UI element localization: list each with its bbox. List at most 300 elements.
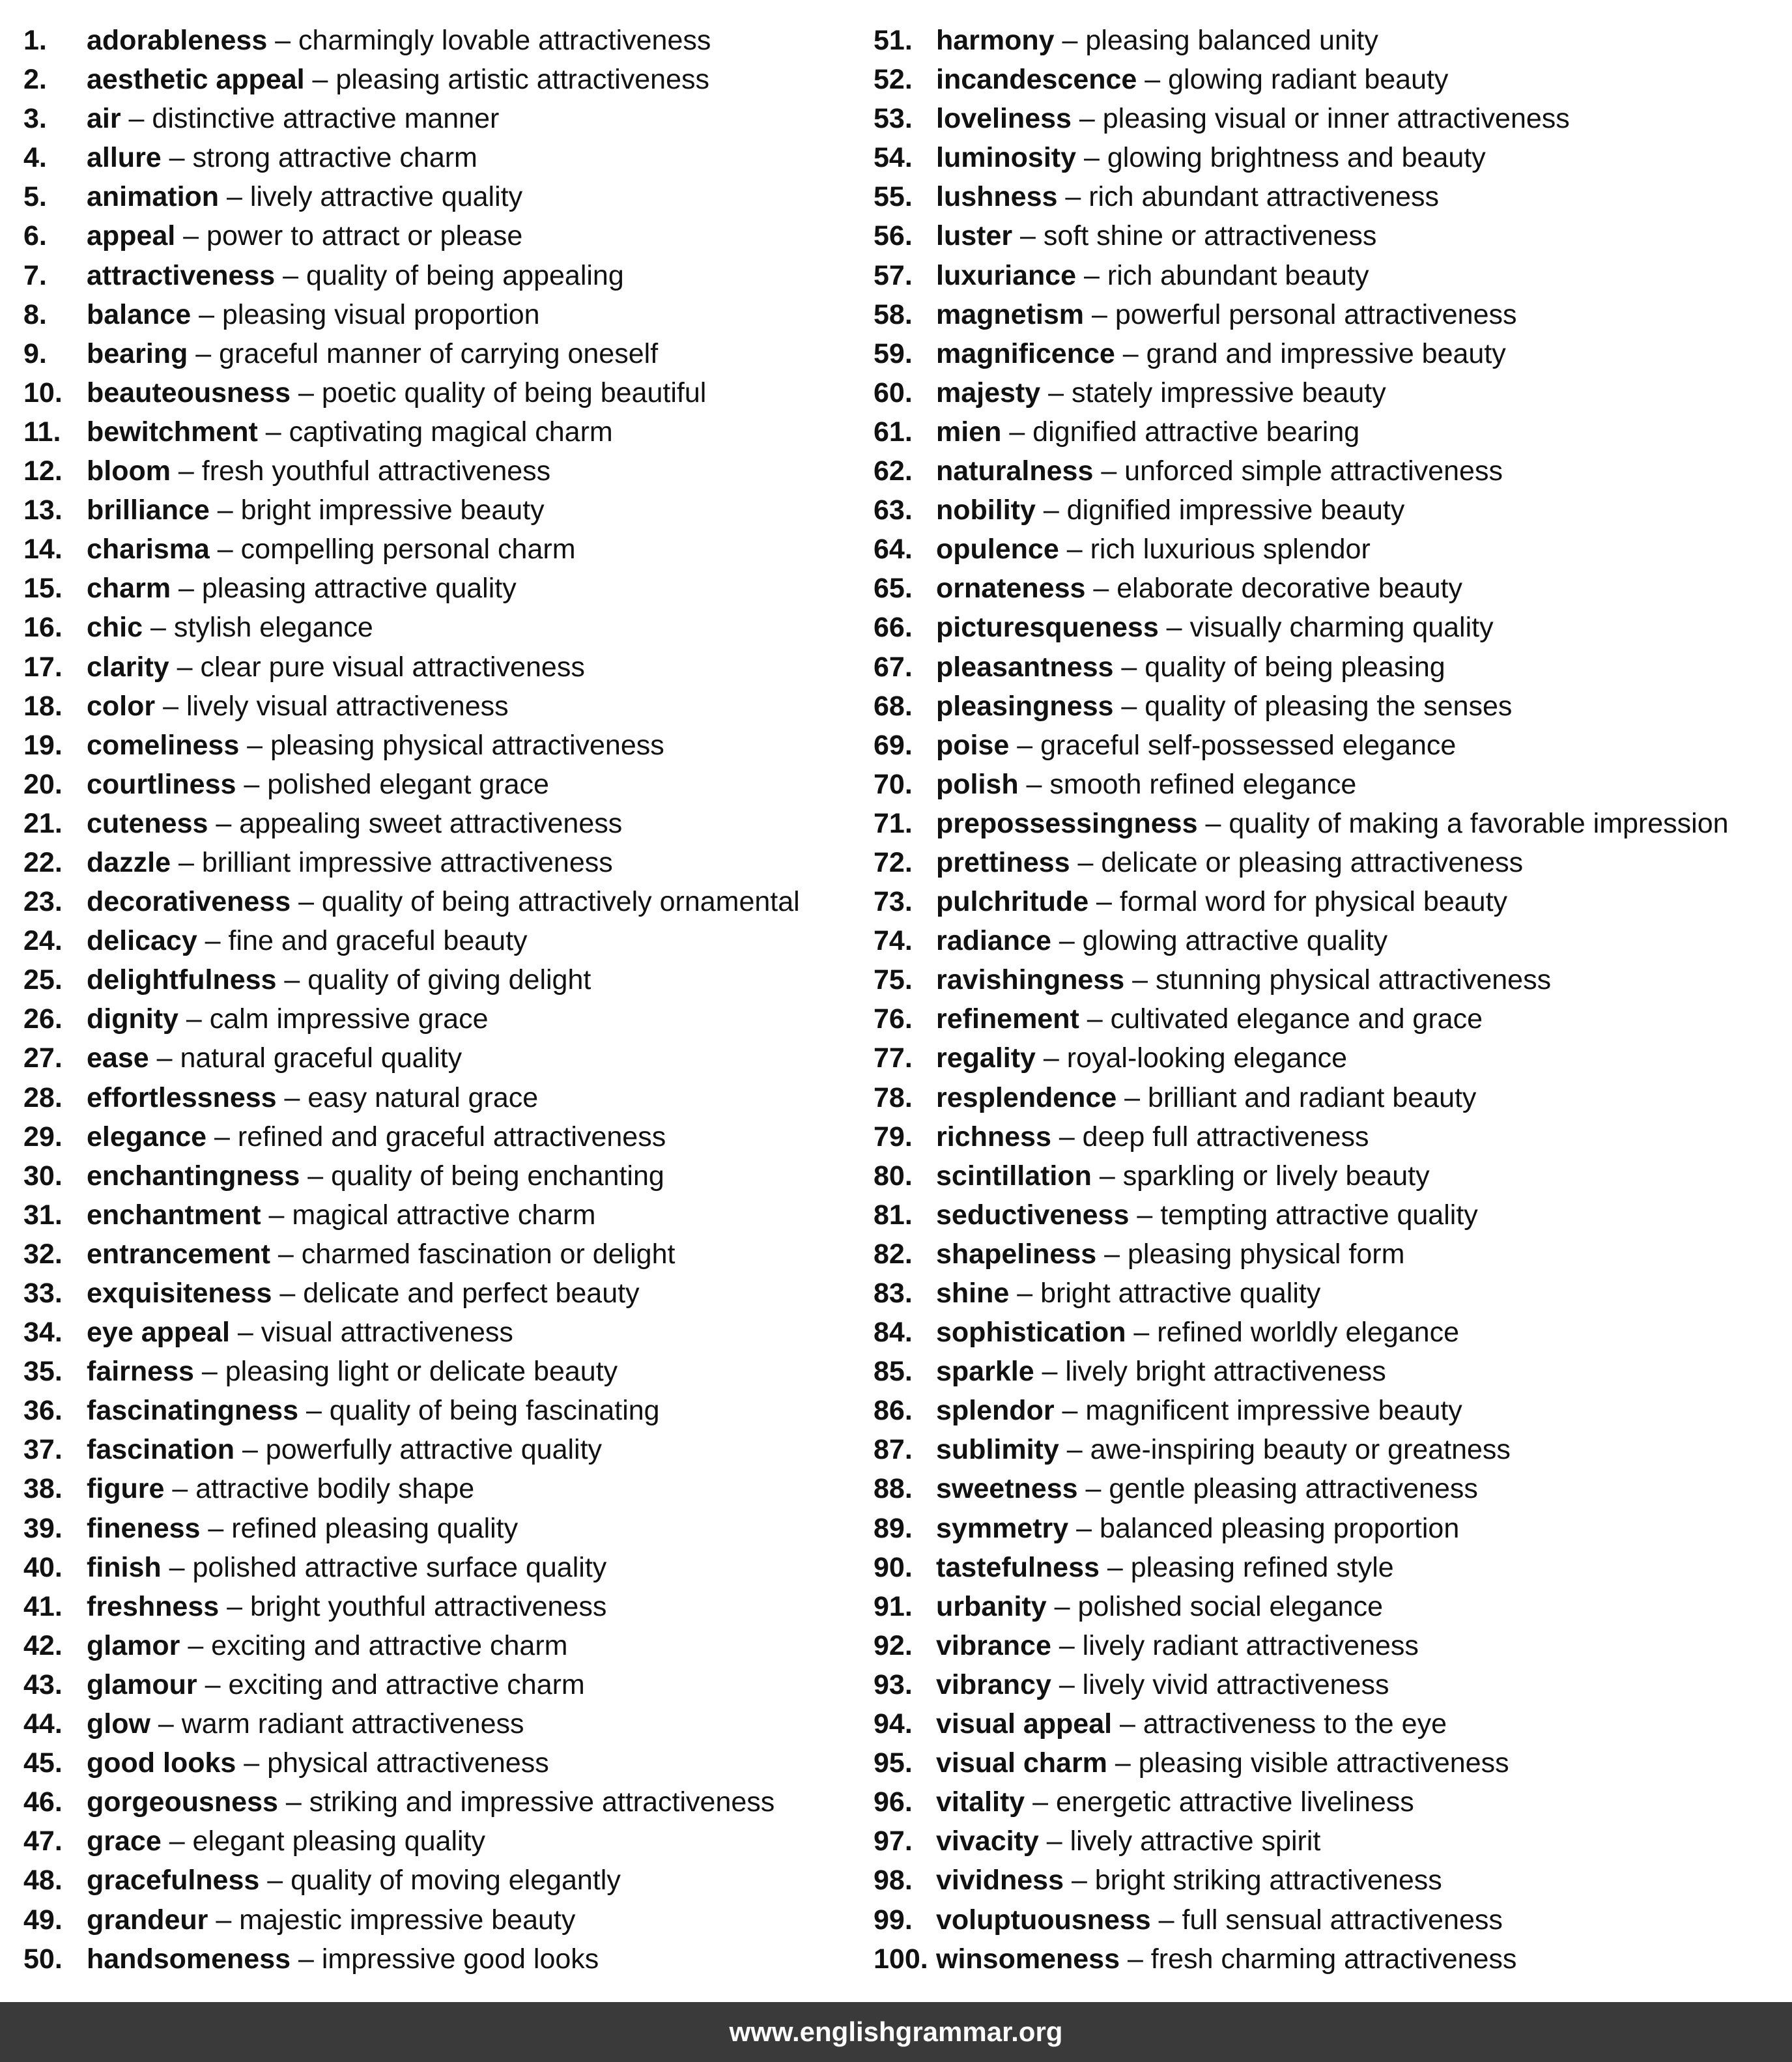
item-definition: – lively bright attractiveness (1034, 1356, 1386, 1388)
item-term: air (87, 103, 121, 135)
item-definition: – magnificent impressive beauty (1054, 1395, 1462, 1427)
item-definition: – royal-looking elegance (1035, 1042, 1348, 1074)
item-definition: – pleasing attractive quality (171, 573, 517, 605)
item-term: pleasingness (936, 690, 1114, 722)
item-number: 7. (23, 259, 47, 291)
list-item (874, 1940, 1772, 1979)
item-term: voluptuousness (936, 1904, 1151, 1936)
item-term: animation (87, 181, 220, 213)
item-number: 21. (23, 807, 63, 839)
item-number: 69. (874, 729, 913, 761)
item-term: glow (87, 1708, 150, 1740)
item-definition: – fine and graceful beauty (197, 925, 528, 957)
item-term: aesthetic appeal (87, 64, 305, 96)
item-definition: – energetic attractive liveliness (1025, 1786, 1414, 1818)
list-item (874, 1743, 1772, 1783)
item-term: effortlessness (87, 1081, 277, 1113)
item-definition: – physical attractiveness (236, 1747, 549, 1779)
list-item (23, 999, 864, 1038)
item-number: 34. (23, 1317, 63, 1349)
list-item (23, 1391, 864, 1430)
list-item (874, 295, 1772, 334)
list-item (874, 1038, 1772, 1078)
item-definition: – power to attract or please (175, 220, 523, 252)
item-definition: – exciting and attractive charm (180, 1629, 568, 1661)
item-term: scintillation (936, 1160, 1092, 1192)
list-item (23, 256, 864, 295)
item-number: 100. (874, 1943, 928, 1975)
item-definition: – quality of pleasing the senses (1113, 690, 1513, 722)
item-definition: – bright youthful attractiveness (219, 1590, 607, 1622)
item-number: 13. (23, 494, 63, 526)
list-item (874, 1117, 1772, 1156)
item-definition: – dignified impressive beauty (1035, 494, 1405, 526)
item-term: fascinatingness (87, 1395, 298, 1427)
item-term: visual appeal (936, 1708, 1113, 1740)
item-term: enchantingness (87, 1160, 300, 1192)
item-definition: – stunning physical attractiveness (1124, 964, 1552, 996)
list-item (874, 373, 1772, 412)
item-number: 83. (874, 1278, 913, 1309)
item-number: 2. (23, 64, 47, 96)
item-number: 10. (23, 377, 63, 408)
item-definition: – brilliant and radiant beauty (1116, 1081, 1477, 1113)
item-term: courtliness (87, 768, 236, 800)
item-term: radiance (936, 925, 1051, 957)
list-item (874, 1665, 1772, 1704)
item-term: grandeur (87, 1904, 208, 1936)
list-item (874, 1078, 1772, 1117)
item-number: 37. (23, 1434, 63, 1466)
item-definition: – attractive bodily shape (164, 1473, 475, 1505)
item-definition: – formal word for physical beauty (1088, 886, 1508, 918)
item-definition: – natural graceful quality (149, 1042, 462, 1074)
item-number: 76. (874, 1003, 913, 1035)
item-definition: – tempting attractive quality (1129, 1199, 1478, 1231)
item-term: polish (936, 768, 1019, 800)
list-item (23, 491, 864, 530)
item-definition: – pleasing visual proportion (191, 298, 540, 330)
item-term: cuteness (87, 807, 208, 839)
item-term: ravishingness (936, 964, 1125, 996)
list-item (874, 60, 1772, 99)
item-number: 61. (874, 416, 913, 448)
item-definition: – unforced simple attractiveness (1093, 455, 1503, 487)
item-number: 72. (874, 846, 913, 878)
item-number: 15. (23, 573, 63, 605)
item-term: ornateness (936, 573, 1086, 605)
list-item (874, 1313, 1772, 1352)
list-item (23, 295, 864, 334)
item-number: 78. (874, 1081, 913, 1113)
item-definition: – poetic quality of being beautiful (291, 377, 707, 408)
item-definition: – appealing sweet attractiveness (208, 807, 623, 839)
item-definition: – captivating magical charm (257, 416, 613, 448)
item-term: figure (87, 1473, 165, 1505)
item-definition: – soft shine or attractiveness (1012, 220, 1377, 252)
item-number: 27. (23, 1042, 63, 1074)
list-item (874, 608, 1772, 647)
list-item (874, 1822, 1772, 1861)
list-item (23, 1038, 864, 1078)
item-definition: – elegant pleasing quality (161, 1826, 486, 1857)
item-term: vitality (936, 1786, 1025, 1818)
item-term: brilliance (87, 494, 210, 526)
list-item (874, 921, 1772, 960)
item-number: 22. (23, 846, 63, 878)
item-definition: – glowing attractive quality (1051, 925, 1388, 957)
item-term: dignity (87, 1003, 178, 1035)
item-definition: – exciting and attractive charm (197, 1668, 585, 1700)
item-number: 46. (23, 1786, 63, 1818)
item-definition: – pleasing physical attractiveness (239, 729, 664, 761)
item-number: 58. (874, 298, 913, 330)
item-term: delicacy (87, 925, 197, 957)
item-definition: – quality of being pleasing (1113, 651, 1445, 683)
item-number: 87. (874, 1434, 913, 1466)
list-item (23, 1117, 864, 1156)
item-number: 56. (874, 220, 913, 252)
item-term: magnificence (936, 337, 1115, 369)
list-item (874, 1587, 1772, 1626)
item-number: 25. (23, 964, 63, 996)
item-number: 85. (874, 1356, 913, 1388)
list-item (23, 804, 864, 843)
item-term: decorativeness (87, 886, 291, 918)
list-item (23, 21, 864, 60)
item-term: pleasantness (936, 651, 1114, 683)
item-number: 75. (874, 964, 913, 996)
list-item (23, 1078, 864, 1117)
item-term: grace (87, 1826, 162, 1857)
list-item (874, 1430, 1772, 1469)
item-term: dazzle (87, 846, 171, 878)
item-number: 64. (874, 534, 913, 566)
item-number: 55. (874, 181, 913, 213)
item-number: 4. (23, 142, 47, 174)
item-number: 19. (23, 729, 63, 761)
item-definition: – rich abundant attractiveness (1057, 181, 1440, 213)
item-number: 43. (23, 1668, 63, 1700)
list-item (874, 726, 1772, 765)
item-number: 91. (874, 1590, 913, 1622)
item-definition: – pleasing physical form (1096, 1238, 1405, 1270)
list-item (874, 216, 1772, 255)
list-item (874, 1783, 1772, 1822)
item-definition: – dignified attractive bearing (1001, 416, 1360, 448)
list-item (874, 1352, 1772, 1391)
item-number: 44. (23, 1708, 63, 1740)
item-number: 62. (874, 455, 913, 487)
item-number: 67. (874, 651, 913, 683)
list-item (874, 412, 1772, 451)
item-term: beauteousness (87, 377, 291, 408)
item-term: sophistication (936, 1317, 1126, 1349)
item-term: fineness (87, 1512, 201, 1544)
list-item (23, 648, 864, 687)
list-item (874, 882, 1772, 921)
item-number: 36. (23, 1395, 63, 1427)
list-item (23, 1704, 864, 1743)
list-item (23, 1548, 864, 1587)
item-number: 45. (23, 1747, 63, 1779)
item-definition: – easy natural grace (276, 1081, 539, 1113)
item-term: resplendence (936, 1081, 1117, 1113)
item-definition: – lively attractive spirit (1038, 1826, 1321, 1857)
list-item (23, 1940, 864, 1979)
item-number: 50. (23, 1943, 63, 1975)
item-number: 26. (23, 1003, 63, 1035)
list-item (23, 530, 864, 569)
item-definition: – lively attractive quality (219, 181, 523, 213)
list-item (874, 648, 1772, 687)
item-definition: – powerful personal attractiveness (1084, 298, 1517, 330)
item-definition: – strong attractive charm (161, 142, 477, 174)
list-item (23, 726, 864, 765)
item-number: 59. (874, 337, 913, 369)
item-number: 92. (874, 1629, 913, 1661)
item-term: picturesqueness (936, 612, 1159, 644)
item-term: majesty (936, 377, 1041, 408)
item-definition: – bright attractive quality (1009, 1278, 1321, 1309)
item-number: 12. (23, 455, 63, 487)
list-item (874, 1861, 1772, 1900)
item-number: 6. (23, 220, 47, 252)
list-item (23, 687, 864, 726)
item-term: vividness (936, 1865, 1064, 1897)
item-definition: – glowing brightness and beauty (1076, 142, 1486, 174)
list-item (23, 882, 864, 921)
list-item (23, 216, 864, 255)
item-definition: – graceful self-possessed elegance (1009, 729, 1457, 761)
list-item (23, 1587, 864, 1626)
item-definition: – refined and graceful attractiveness (206, 1121, 666, 1153)
item-term: color (87, 690, 156, 722)
list-item (874, 1469, 1772, 1508)
item-term: vivacity (936, 1826, 1039, 1857)
item-term: luxuriance (936, 259, 1077, 291)
list-item (23, 1430, 864, 1469)
list-item (23, 138, 864, 177)
item-term: loveliness (936, 103, 1072, 135)
item-term: prettiness (936, 846, 1070, 878)
list-item (23, 960, 864, 999)
list-item (874, 334, 1772, 373)
item-definition: – attractiveness to the eye (1112, 1708, 1447, 1740)
item-term: charm (87, 573, 171, 605)
item-term: handsomeness (87, 1943, 291, 1975)
item-number: 86. (874, 1395, 913, 1427)
item-definition: – grand and impressive beauty (1115, 337, 1506, 369)
item-number: 48. (23, 1865, 63, 1897)
item-number: 16. (23, 612, 63, 644)
item-definition: – delicate or pleasing attractiveness (1070, 846, 1524, 878)
list-item (874, 1548, 1772, 1587)
item-term: elegance (87, 1121, 207, 1153)
item-number: 66. (874, 612, 913, 644)
item-number: 5. (23, 181, 47, 213)
list-item (874, 1626, 1772, 1665)
item-number: 18. (23, 690, 63, 722)
item-term: luster (936, 220, 1013, 252)
item-number: 73. (874, 886, 913, 918)
item-term: magnetism (936, 298, 1085, 330)
item-term: appeal (87, 220, 176, 252)
item-number: 35. (23, 1356, 63, 1388)
item-number: 11. (23, 416, 61, 448)
item-number: 65. (874, 573, 913, 605)
item-term: harmony (936, 25, 1055, 56)
list-item (874, 1509, 1772, 1548)
list-item (23, 1196, 864, 1235)
item-definition: – majestic impressive beauty (208, 1904, 576, 1936)
list-item (874, 138, 1772, 177)
item-term: bearing (87, 337, 188, 369)
item-number: 33. (23, 1278, 63, 1309)
item-term: sublimity (936, 1434, 1059, 1466)
item-definition: – warm radiant attractiveness (150, 1708, 524, 1740)
item-term: seductiveness (936, 1199, 1130, 1231)
item-definition: – rich luxurious splendor (1059, 534, 1371, 566)
item-definition: – refined worldly elegance (1126, 1317, 1459, 1349)
item-term: shine (936, 1278, 1010, 1309)
item-number: 52. (874, 64, 913, 96)
item-number: 40. (23, 1551, 63, 1583)
item-definition: – deep full attractiveness (1051, 1121, 1369, 1153)
item-term: comeliness (87, 729, 240, 761)
item-term: opulence (936, 534, 1059, 566)
item-term: lushness (936, 181, 1058, 213)
item-definition: – pleasing light or delicate beauty (193, 1356, 618, 1388)
list-item (874, 687, 1772, 726)
list-item (874, 999, 1772, 1038)
item-term: attractiveness (87, 259, 276, 291)
item-number: 95. (874, 1747, 913, 1779)
list-item (23, 60, 864, 99)
item-number: 74. (874, 925, 913, 957)
list-item (23, 1743, 864, 1783)
list-item (23, 451, 864, 491)
item-term: bloom (87, 455, 171, 487)
item-number: 93. (874, 1668, 913, 1700)
item-definition: – clear pure visual attractiveness (169, 651, 585, 683)
list-item (23, 1861, 864, 1900)
list-item (874, 1196, 1772, 1235)
item-definition: – polished elegant grace (236, 768, 549, 800)
item-number: 47. (23, 1826, 63, 1857)
list-item (874, 451, 1772, 491)
item-definition: – pleasing visible attractiveness (1107, 1747, 1509, 1779)
item-number: 1. (23, 25, 47, 56)
item-number: 39. (23, 1512, 63, 1544)
list-item (23, 1156, 864, 1196)
item-term: ease (87, 1042, 149, 1074)
item-number: 99. (874, 1904, 913, 1936)
item-term: eye appeal (87, 1317, 230, 1349)
item-term: poise (936, 729, 1010, 761)
list-item (23, 1352, 864, 1391)
item-number: 31. (23, 1199, 63, 1231)
list-item (23, 373, 864, 412)
item-term: gracefulness (87, 1865, 260, 1897)
item-term: enchantment (87, 1199, 261, 1231)
item-definition: – visually charming quality (1158, 612, 1494, 644)
item-definition: – gentle pleasing attractiveness (1077, 1473, 1478, 1505)
item-term: mien (936, 416, 1002, 448)
list-item (23, 1900, 864, 1940)
item-term: adorableness (87, 25, 268, 56)
item-number: 68. (874, 690, 913, 722)
item-number: 23. (23, 886, 63, 918)
item-term: entrancement (87, 1238, 270, 1270)
item-definition: – cultivated elegance and grace (1079, 1003, 1483, 1035)
item-definition: – quality of being appealing (275, 259, 624, 291)
item-number: 63. (874, 494, 913, 526)
item-term: sweetness (936, 1473, 1078, 1505)
item-definition: – stylish elegance (143, 612, 373, 644)
item-definition: – rich abundant beauty (1076, 259, 1369, 291)
list-item (23, 99, 864, 138)
list-item (874, 256, 1772, 295)
item-number: 57. (874, 259, 913, 291)
item-definition: – impressive good looks (291, 1943, 599, 1975)
list-item (23, 843, 864, 882)
item-definition: – brilliant impressive attractiveness (171, 846, 613, 878)
word-list-right-column (874, 21, 1772, 1979)
item-definition: – quality of making a favorable impression (1197, 807, 1729, 839)
list-item (23, 412, 864, 451)
item-term: glamor (87, 1629, 180, 1661)
item-term: luminosity (936, 142, 1077, 174)
item-definition: – glowing radiant beauty (1137, 64, 1449, 96)
item-number: 70. (874, 768, 913, 800)
footer-website-url: www.englishgrammar.org (729, 2016, 1063, 2047)
item-term: incandescence (936, 64, 1137, 96)
item-definition: – sparkling or lively beauty (1091, 1160, 1430, 1192)
item-definition: – charmingly lovable attractiveness (267, 25, 711, 56)
item-definition: – powerfully attractive quality (235, 1434, 603, 1466)
item-number: 42. (23, 1629, 63, 1661)
list-item (23, 334, 864, 373)
item-term: good looks (87, 1747, 236, 1779)
item-definition: – compelling personal charm (209, 534, 576, 566)
list-item (23, 1235, 864, 1274)
item-term: fascination (87, 1434, 235, 1466)
list-item (23, 177, 864, 216)
item-term: delightfulness (87, 964, 277, 996)
item-number: 54. (874, 142, 913, 174)
item-definition: – distinctive attractive manner (121, 103, 500, 135)
item-term: nobility (936, 494, 1036, 526)
item-definition: – elaborate decorative beauty (1085, 573, 1462, 605)
list-item (874, 491, 1772, 530)
list-item (23, 1313, 864, 1352)
item-definition: – lively radiant attractiveness (1051, 1629, 1419, 1661)
list-item (23, 765, 864, 804)
item-definition: – quality of giving delight (276, 964, 591, 996)
item-term: balance (87, 298, 192, 330)
item-definition: – striking and impressive attractiveness (277, 1786, 775, 1818)
item-number: 79. (874, 1121, 913, 1153)
item-term: vibrancy (936, 1668, 1051, 1700)
item-term: visual charm (936, 1747, 1107, 1779)
item-term: winsomeness (936, 1943, 1120, 1975)
footer-banner (0, 2002, 1792, 2062)
list-item (23, 1626, 864, 1665)
item-definition: – full sensual attractiveness (1150, 1904, 1503, 1936)
item-number: 90. (874, 1551, 913, 1583)
list-item (874, 177, 1772, 216)
